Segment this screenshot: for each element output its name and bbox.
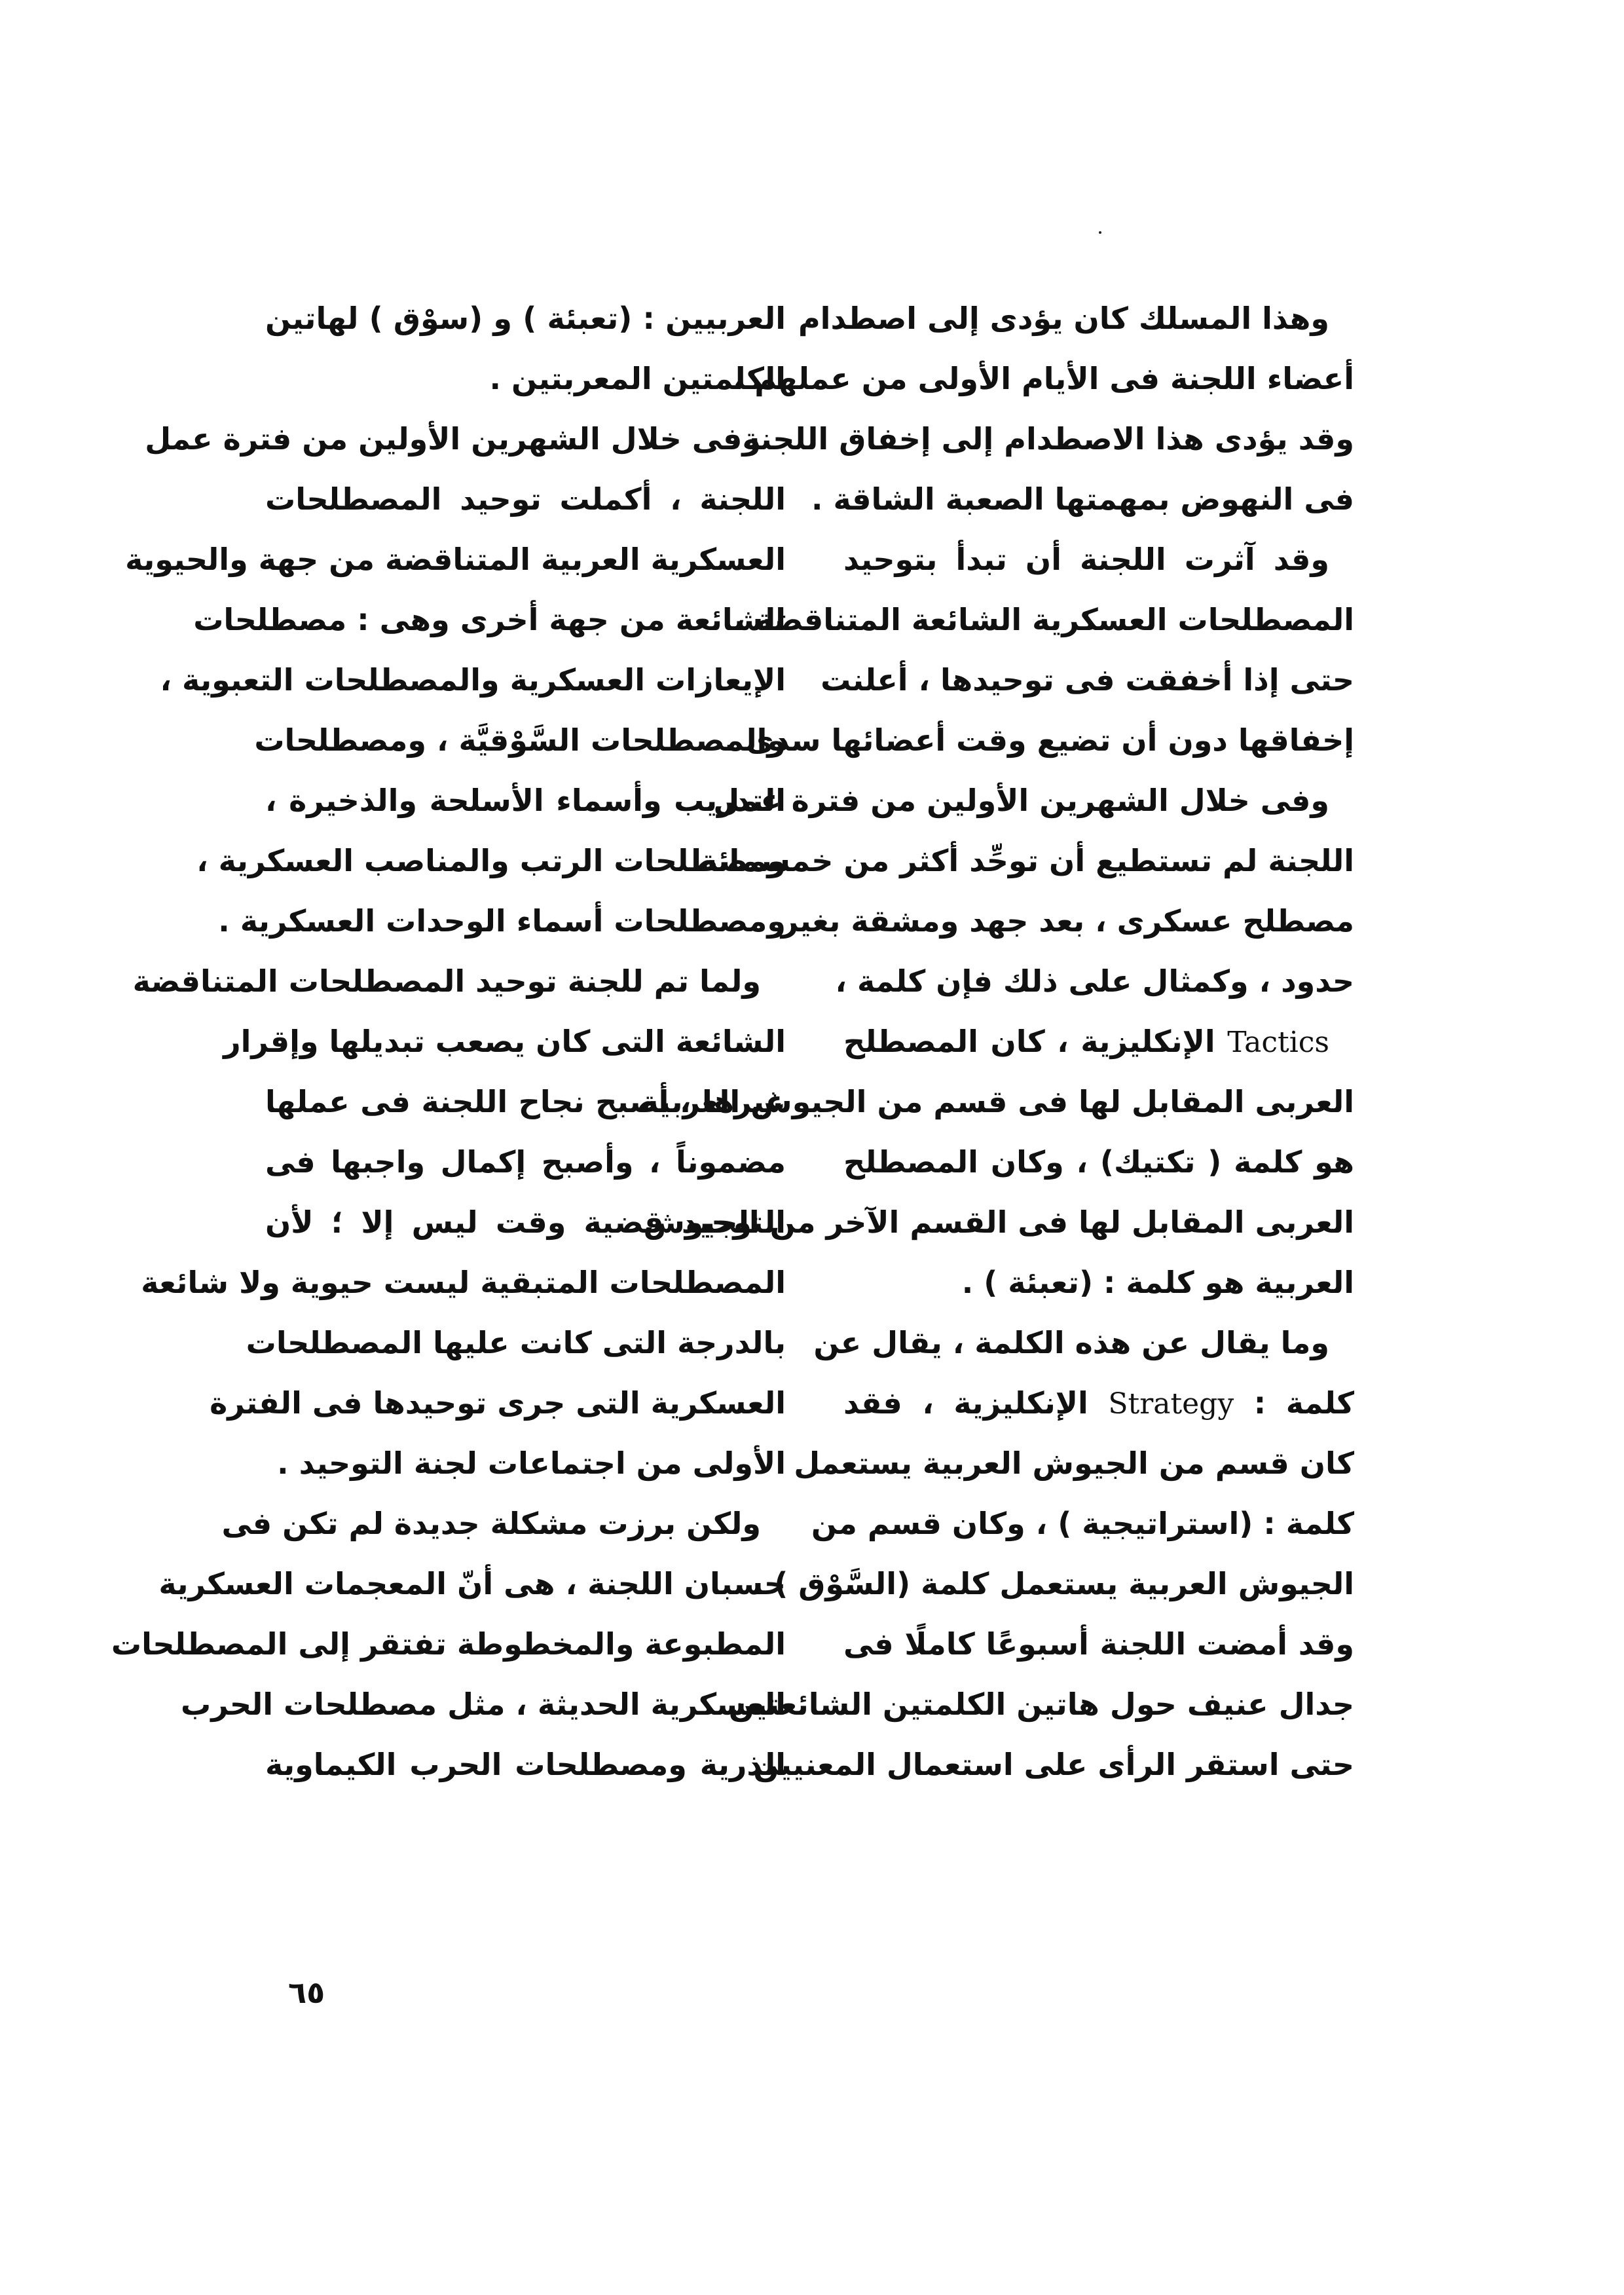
right-text-column <box>640 288 1355 1795</box>
text-line: هو كلمة ( تكتيك) ، وكان المصطلح <box>843 1144 1354 1180</box>
left-text-column <box>111 288 786 1795</box>
text-line: العربيين : (تعبئة ) و (سوْق ) لهاتين <box>265 301 786 336</box>
text-line: ومصطلحات أسماء الوحدات العسكرية . <box>218 903 786 939</box>
page-number: ٦٥ <box>288 1975 325 2010</box>
text-line: فى النهوض بمهمتها الصعبة الشاقة . <box>811 481 1354 517</box>
text-line: الشائعة من جهة أخرى وهى : مصطلحات <box>193 602 786 637</box>
text-line: ولكن برزت مشكلة جديدة لم تكن فى <box>221 1506 761 1541</box>
latin-term: Tactics <box>1227 1026 1329 1059</box>
text-line: أعضاء اللجنة فى الأيام الأولى من عملهم ، <box>732 361 1354 396</box>
text-line: التوحيد قضية وقت ليس إلا ؛ لأن <box>265 1204 786 1240</box>
text-line: المطبوعة والمخطوطة تفتقر إلى المصطلحات <box>111 1626 786 1662</box>
scan-speck <box>1099 231 1101 234</box>
text-line: التدريب وأسماء الأسلحة والذخيرة ، <box>265 783 786 818</box>
text-segment: الإنكليزية ، كان المصطلح <box>843 1024 1215 1059</box>
text-line: اللجنة ، أكملت توحيد المصطلحات <box>265 481 786 517</box>
text-segment: الإنكليزية ، فقد <box>843 1385 1088 1421</box>
text-line: وفى خلال الشهرين الأولين من فترة عمل <box>145 421 761 457</box>
text-line: بالدرجة التى كانت عليها المصطلحات <box>246 1325 786 1360</box>
text-line: حتى إذا أخفقت فى توحيدها ، أعلنت <box>821 662 1354 698</box>
text-line: ولما تم للجنة توحيد المصطلحات المتناقضة <box>132 963 761 999</box>
text-line: الكلمتين المعربتين . <box>489 361 786 396</box>
text-line: وقد أمضت اللجنة أسبوعًا كاملًا فى <box>843 1626 1354 1662</box>
text-line: الأولى من اجتماعات لجنة التوحيد . <box>277 1446 786 1481</box>
text-line: العربى المقابل لها فى قسم من الجيوش العربية <box>640 1084 1354 1119</box>
text-line <box>843 1011 1354 1072</box>
text-line: وفى خلال الشهرين الأولين من فترة عمل <box>713 783 1329 818</box>
text-line: والمصطلحات السَّوْقيَّة ، ومصطلحات <box>254 722 786 758</box>
text-line: كان قسم من الجيوش العربية يستعمل <box>794 1446 1354 1481</box>
text-line: الشائعة التى كان يصعب تبديلها وإقرار <box>223 1024 786 1059</box>
text-line <box>843 1373 1354 1433</box>
text-line: العسكرية العربية المتناقضة من جهة والحيوية <box>125 542 786 577</box>
latin-term: Strategy <box>1108 1387 1234 1421</box>
text-line: إخفاقها دون أن تضيع وقت أعضائها سدى . <box>724 722 1354 758</box>
text-line: الإيعازات العسكرية والمصطلحات التعبوية ، <box>160 662 786 698</box>
text-line: وهذا المسلك كان يؤدى إلى اصطدام <box>798 301 1329 336</box>
text-line: العربى المقابل لها فى القسم الآخر من الجيوش <box>643 1204 1354 1240</box>
text-line: الذرية ومصطلحات الحرب الكيماوية <box>265 1747 786 1782</box>
text-line: غيرها ، أصبح نجاح اللجنة فى عملها <box>265 1084 786 1119</box>
text-line: المصطلحات العسكرية الشائعة المتناقضة ، <box>733 602 1354 637</box>
text-line: اللجنة لم تستطيع أن توحِّد أكثر من خمسمائة <box>699 843 1354 878</box>
text-line: وما يقال عن هذه الكلمة ، يقال عن <box>813 1325 1329 1360</box>
text-line: جدال عنيف حول هاتين الكلمتين الشائعتين <box>728 1687 1354 1722</box>
text-line: حتى استقر الرأى على استعمال المعنيين <box>753 1747 1354 1782</box>
text-line: العربية هو كلمة : (تعبئة ) . <box>961 1265 1354 1300</box>
text-line: العسكرية الحديثة ، مثل مصطلحات الحرب <box>181 1687 786 1722</box>
text-line: مضموناً ، وأصبح إكمال واجبها فى <box>265 1144 786 1180</box>
text-line: وقد يؤدى هذا الاصطدام إلى إخفاق اللجنة <box>742 421 1354 457</box>
text-line: ومصطلحات الرتب والمناصب العسكرية ، <box>196 843 786 878</box>
text-line: العسكرية التى جرى توحيدها فى الفترة <box>210 1385 786 1421</box>
text-line: الجيوش العربية يستعمل كلمة (السَّوْق ) . <box>752 1566 1354 1601</box>
text-segment: كلمة : <box>1253 1385 1355 1421</box>
text-line: كلمة : (استراتيجية ) ، وكان قسم من <box>811 1506 1354 1541</box>
text-line: مصطلح عسكرى ، بعد جهد ومشقة بغير <box>781 903 1354 939</box>
text-line: حدود ، وكمثال على ذلك فإن كلمة ، <box>835 963 1354 999</box>
text-line: وقد آثرت اللجنة أن تبدأ بتوحيد <box>843 542 1329 577</box>
text-line: حسبان اللجنة ، هى أنّ المعجمات العسكرية <box>158 1566 786 1601</box>
text-line: المصطلحات المتبقية ليست حيوية ولا شائعة <box>141 1265 786 1300</box>
